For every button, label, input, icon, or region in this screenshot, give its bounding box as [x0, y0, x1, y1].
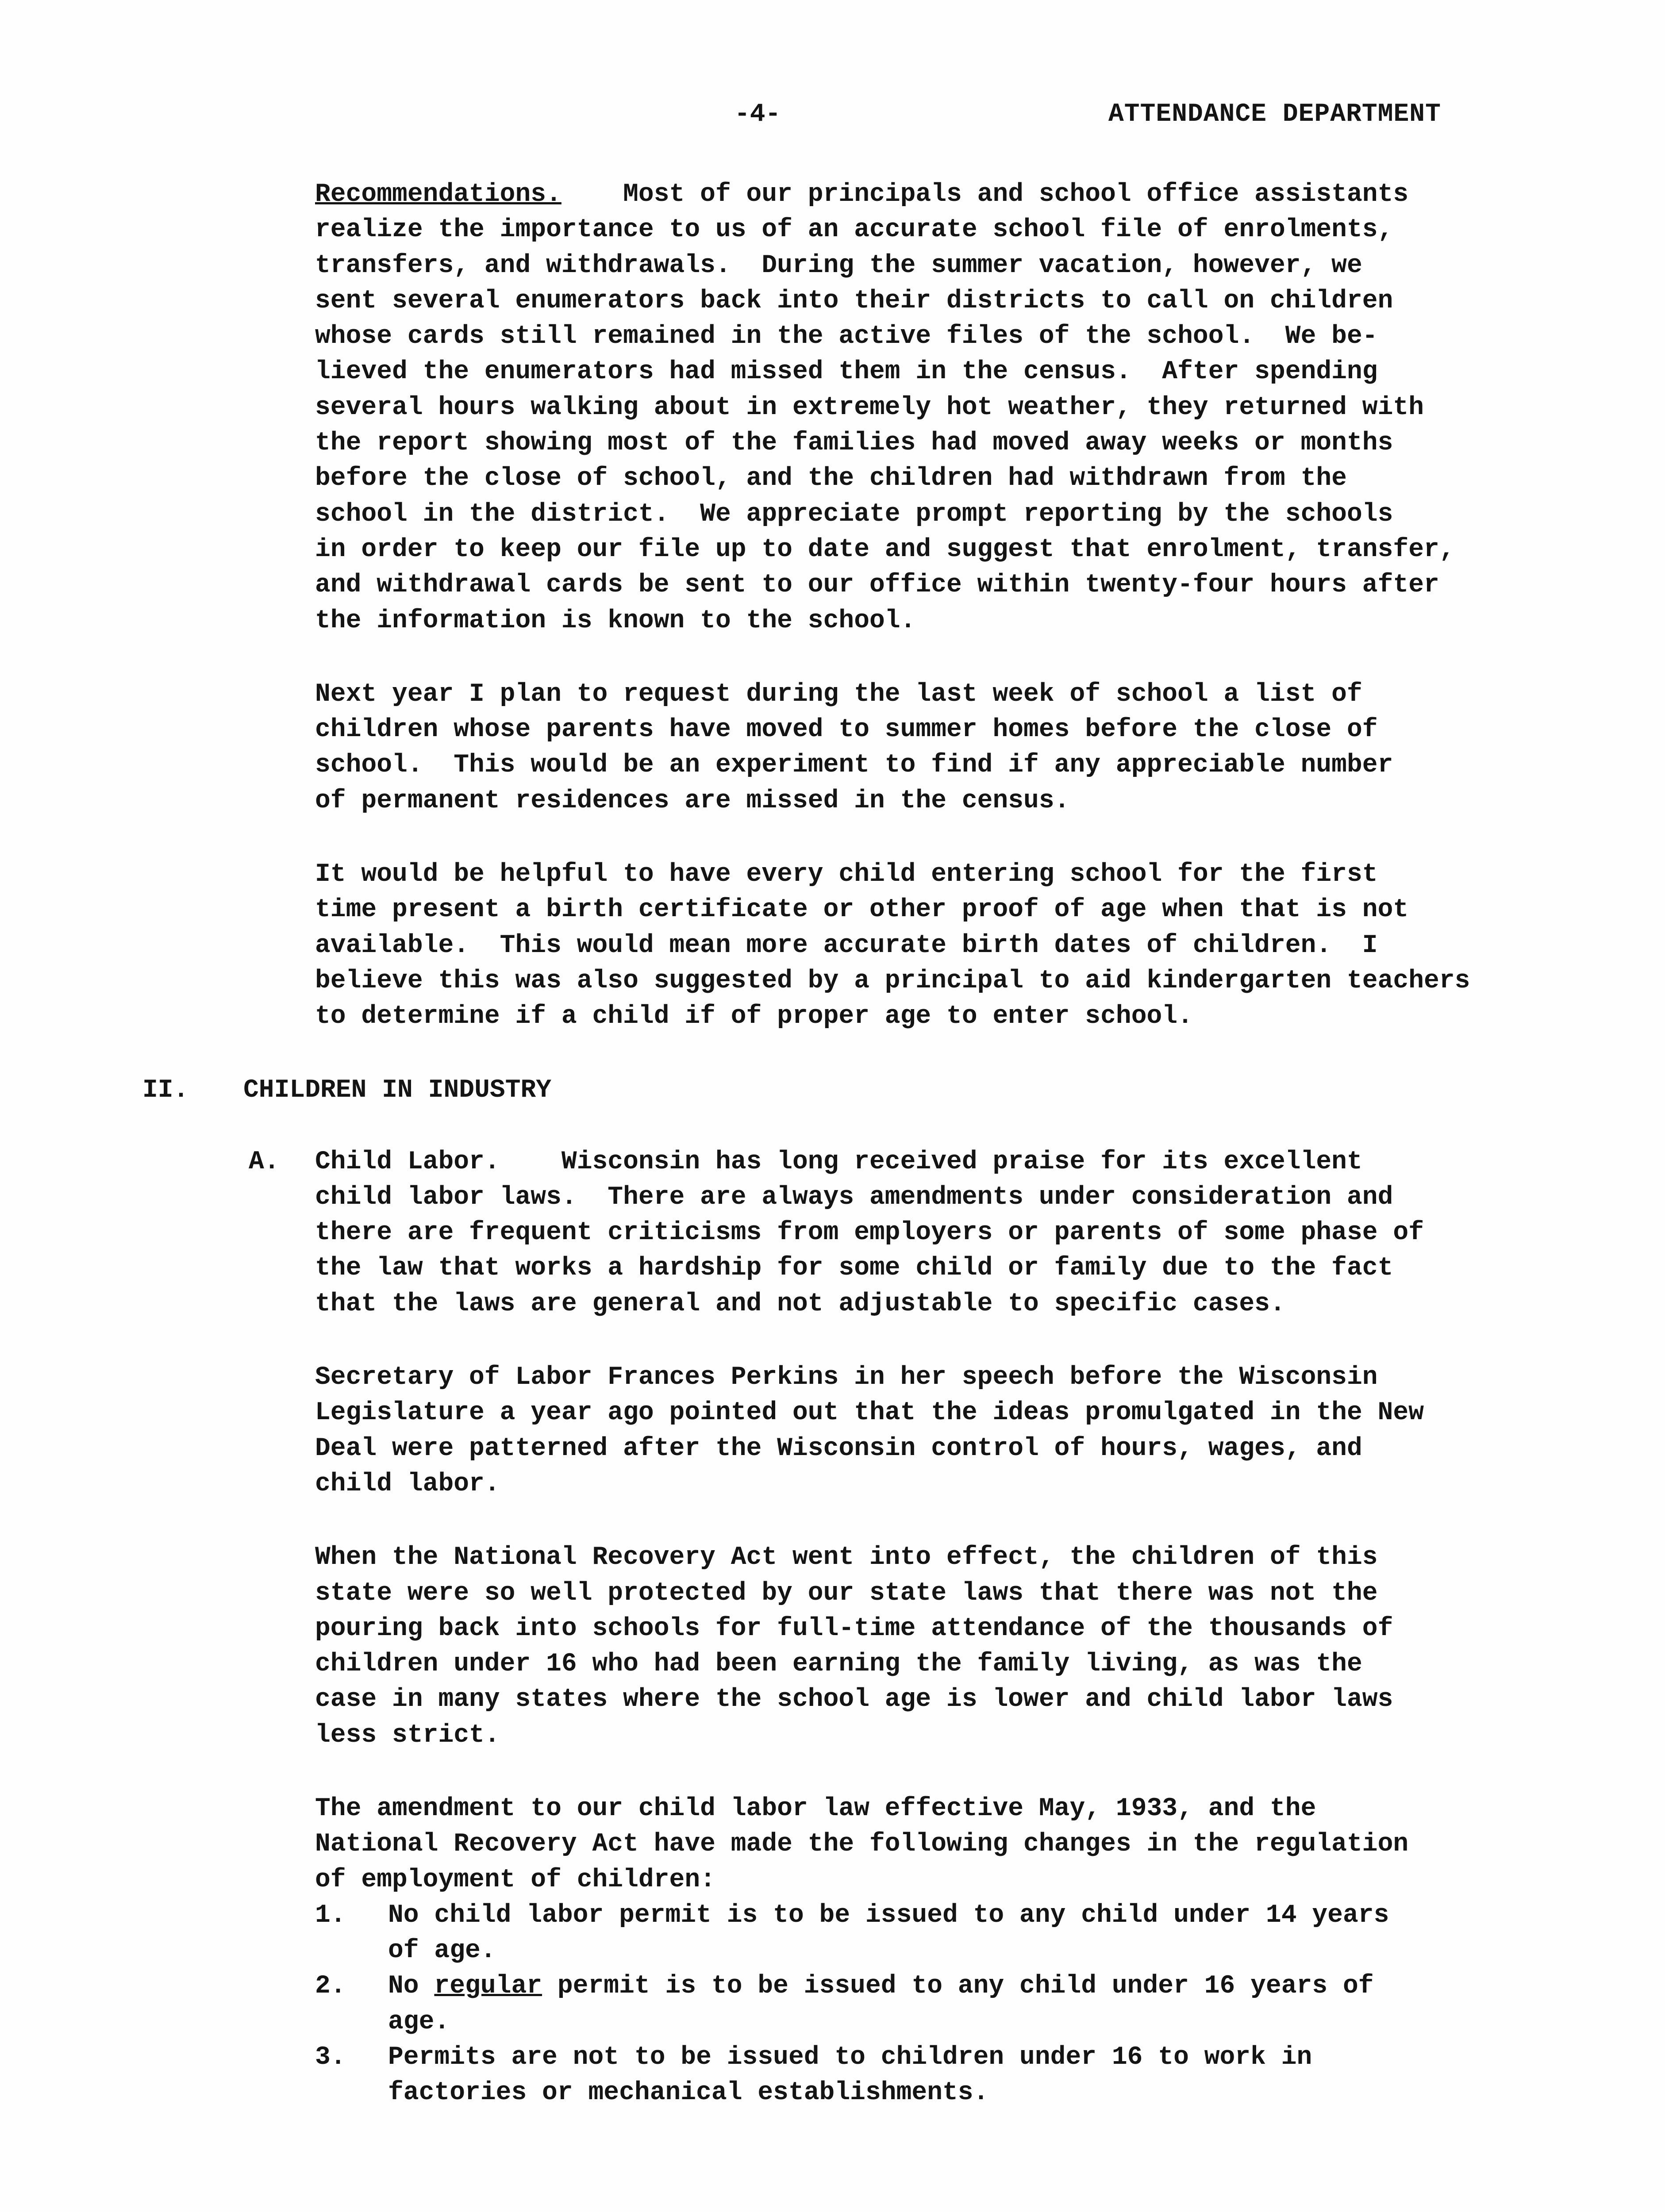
subsection-letter: A. — [249, 1147, 280, 1176]
changes-list — [315, 1898, 1638, 2111]
amendment-paragraph: The amendment to our child labor law effective May, 1933, and the National Recovery Act have made the following changes in the regulation of employment of children: — [315, 1794, 1409, 1894]
list-item-text: Permits are not to be issued to children under 16 to work in factories or mechanical establishments. — [388, 2043, 1312, 2108]
recommendations-paragraph — [315, 177, 1638, 639]
child-labor-subsection — [249, 1144, 1638, 1322]
list-item — [315, 2040, 1638, 2111]
child-labor-paragraph: Child Labor. Wisconsin has long received praise for its excellent child labor laws. There are always amendments under consideration and there are frequent criticisms from employers or parents of some phase of the law that works a hardship for some child or family due to the fact that the laws are general and not adjustable to specific cases. — [315, 1147, 1424, 1318]
section-number: II. — [142, 1075, 189, 1105]
section-heading — [142, 1073, 1638, 1108]
nra-paragraph: When the National Recovery Act went into effect, the children of this state were so well protected by our state laws that there was not the pouring back into schools for full-time attendance of the thousands of children under 16 who had been earning the family living, as was the case in many states where the school age is lower and child labor laws less strict. — [315, 1543, 1393, 1750]
recommendations-lead: Recommendations. — [315, 180, 561, 209]
birth-certificate-paragraph: It would be helpful to have every child entering school for the first time present a birth certificate or other proof of age when that is not available. This would mean more accurate birth dates of children. I believe this was also suggested by a principal to aid kindergarten teachers to determine if a child if of proper age to enter school. — [315, 860, 1470, 1031]
next-year-paragraph: Next year I plan to request during the last week of school a list of children whose parents have moved to summer homes before the close of school. This would be an experiment to find if any appreciable number of permanent residences are missed in the census. — [315, 680, 1393, 815]
list-item-text-pre: No — [388, 1972, 435, 2001]
recommendations-text: Most of our principals and school office assistants realize the importance to us of an accurate school file of enrolments, transfers, and withdrawals. During the summer vacation, however, we sent several enumerators back into their districts to call on children whose cards still remained in the active files of the school. We be- lieved the enumerators had missed them in the census. After spending several hours walking about in extremely hot weather, they returned with the report showing most of the families had moved away weeks or months before the close of school, and the children had withdrawn from the school in the district. We appreciate prompt reporting by the schools in order to keep our file up to date and suggest that enrolment, transfer, and withdrawal cards be sent to our office within twenty-four hours after the information is known to the school. — [315, 180, 1455, 635]
list-item-number: 3. — [315, 2043, 346, 2072]
list-item — [315, 1898, 1638, 1969]
page-header — [0, 100, 1665, 135]
perkins-paragraph: Secretary of Labor Frances Perkins in her speech before the Wisconsin Legislature a year ago pointed out that the ideas promulgated in the New Deal were patterned after the Wisconsin control of hours, wages, and child labor. — [315, 1363, 1424, 1498]
department-title: ATTENDANCE DEPARTMENT — [1108, 100, 1441, 129]
document-body — [142, 177, 1638, 2111]
page-number: -4- — [734, 100, 781, 129]
list-item — [315, 1969, 1638, 2040]
section-title: CHILDREN IN INDUSTRY — [243, 1075, 552, 1105]
list-item-number: 1. — [315, 1901, 346, 1930]
list-item-number: 2. — [315, 1972, 346, 2001]
list-item-text: No child labor permit is to be issued to any child under 14 years of age. — [388, 1901, 1389, 1966]
list-item-emphasis: regular — [434, 1972, 542, 2001]
list-item-text-post: permit is to be issued to any child under 16 years of age. — [388, 1972, 1374, 2036]
